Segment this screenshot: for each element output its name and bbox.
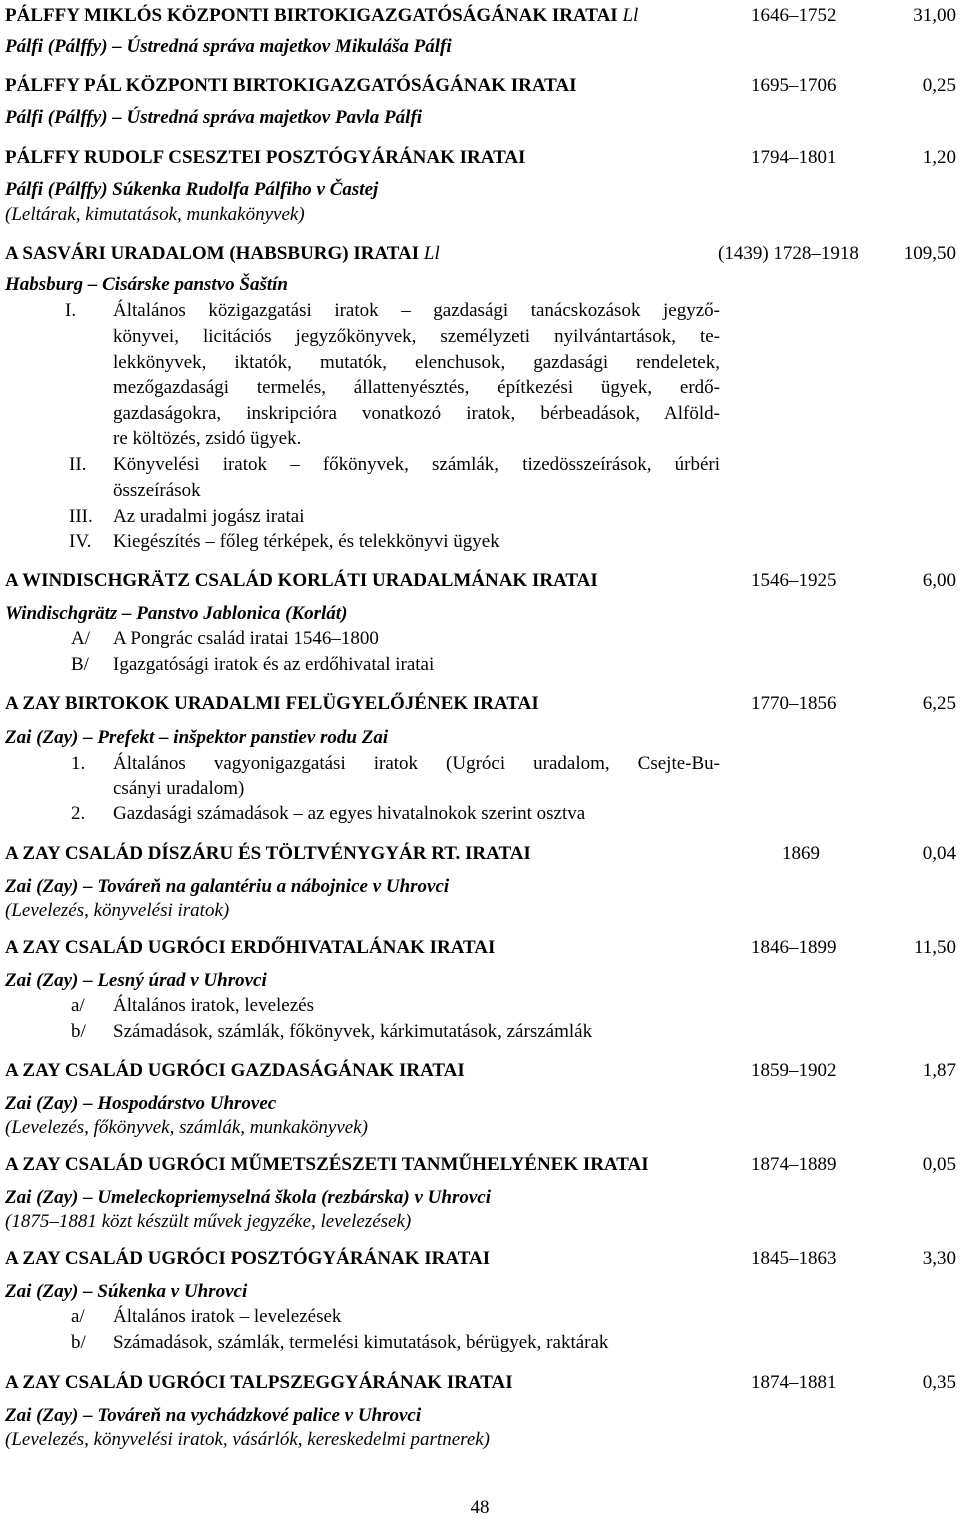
item-text: re költözés, zsidó ügyek. <box>113 428 302 449</box>
list-item <box>5 653 956 677</box>
entry-note: (Levelezés, könyvelési iratok, vásárlók, kereskedelmi partnerek) <box>5 1429 491 1450</box>
list-item <box>5 299 956 323</box>
item-number: b/ <box>71 1021 86 1042</box>
item-text: gazdaságokra, inskripcióra vonatkozó iratok, bérbeadások, Alföld- <box>113 403 720 424</box>
entry-subtitle: Windischgrätz – Panstvo Jablonica (Korlát) <box>5 603 348 624</box>
item-number: a/ <box>71 1306 85 1327</box>
entry-years: 1859–1902 <box>751 1060 837 1081</box>
entry-header <box>5 1371 956 1395</box>
entry-subtitle: Zai (Zay) – Hospodárstvo Uhrovec <box>5 1093 277 1114</box>
item-text-line <box>5 479 956 503</box>
item-number: B/ <box>71 654 89 675</box>
entry-extent: 6,25 <box>922 693 956 714</box>
item-text: Gazdasági számadások – az egyes hivatalnokok szerint osztva <box>113 803 586 824</box>
title-mark: Ll <box>622 5 639 26</box>
entry-years: 1869 <box>782 843 820 864</box>
item-number: 1. <box>71 753 86 774</box>
entry-subtitle: Pálfi (Pálffy) – Ústredná správa majetkov Pavla Pálfi <box>5 107 423 128</box>
item-text-line <box>5 351 956 375</box>
item-text: összeírások <box>113 480 201 501</box>
item-text: Általános közigazgatási iratok – gazdasági tanácskozások jegyző- <box>113 300 720 321</box>
entry-subtitle: Zai (Zay) – Prefekt – inšpektor panstiev rodu Zai <box>5 727 389 748</box>
item-text: Általános vagyonigazgatási iratok (Ugróci uradalom, Csejte-Bu- <box>113 753 720 774</box>
entry-header <box>5 1153 956 1177</box>
entry-years: (1439) 1728–1918 <box>718 243 859 264</box>
entry-title: A ZAY CSALÁD UGRÓCI GAZDASÁGÁNAK IRATAI <box>5 1060 465 1081</box>
entry-header <box>5 936 956 960</box>
list-item <box>5 453 956 477</box>
entry-extent: 31,00 <box>913 5 956 26</box>
entry-header <box>5 569 956 593</box>
entry-title: A ZAY BIRTOKOK URADALMI FELÜGYELŐJÉNEK IRATAI <box>5 693 539 714</box>
list-item <box>5 1020 956 1044</box>
entry-subtitle: Habsburg – Cisárske panstvo Šaštín <box>5 274 288 295</box>
entry-extent: 0,35 <box>922 1372 956 1393</box>
entry-subtitle: Pálfi (Pálffy) Súkenka Rudolfa Pálfiho v Častej <box>5 179 379 200</box>
list-item <box>5 1305 956 1329</box>
entry-note: (Leltárak, kimutatások, munkakönyvek) <box>5 204 305 225</box>
entry-years: 1794–1801 <box>751 147 837 168</box>
entry-header <box>5 242 956 266</box>
item-number: IV. <box>69 531 92 552</box>
entry-extent: 0,04 <box>922 843 956 864</box>
entry-subtitle: Zai (Zay) – Továreň na vychádzkové palice v Uhrovci <box>5 1405 422 1426</box>
entry-subtitle: Zai (Zay) – Umeleckopriemyselná škola (rezbárska) v Uhrovci <box>5 1187 491 1208</box>
entry-title: A ZAY CSALÁD UGRÓCI MŰMETSZÉSZETI TANMŰHELYÉNEK IRATAI <box>5 1154 649 1175</box>
entry-header <box>5 842 956 866</box>
item-number: 2. <box>71 803 86 824</box>
entry-years: 1770–1856 <box>751 693 837 714</box>
entry-years: 1846–1899 <box>751 937 837 958</box>
entry-title: PÁLFFY MIKLÓS KÖZPONTI BIRTOKIGAZGATÓSÁGÁNAK IRATAI Ll <box>5 5 639 26</box>
entry-note: (Levelezés, könyvelési iratok) <box>5 900 230 921</box>
entry-title: A ZAY CSALÁD DÍSZÁRU ÉS TÖLTVÉNYGYÁR RT. IRATAI <box>5 843 531 864</box>
entry-title: A ZAY CSALÁD UGRÓCI POSZTÓGYÁRÁNAK IRATAI <box>5 1248 491 1269</box>
item-text-line <box>5 427 956 451</box>
entry-note: (1875–1881 közt készült művek jegyzéke, levelezések) <box>5 1211 412 1232</box>
entry-years: 1695–1706 <box>751 75 837 96</box>
item-text: könyvei, licitációs jegyzőkönyvek, személyzeti nyilvántartások, te- <box>113 326 720 347</box>
entry-years: 1646–1752 <box>751 5 837 26</box>
list-item <box>5 802 956 826</box>
entry-header <box>5 1059 956 1083</box>
entry-title: PÁLFFY RUDOLF CSESZTEI POSZTÓGYÁRÁNAK IRATAI <box>5 147 526 168</box>
entry-note: (Levelezés, főkönyvek, számlák, munkakönyvek) <box>5 1117 368 1138</box>
entry-subtitle: Zai (Zay) – Súkenka v Uhrovci <box>5 1281 248 1302</box>
entry-years: 1546–1925 <box>751 570 837 591</box>
entry-subtitle: Pálfi (Pálffy) – Ústredná správa majetkov Mikuláša Pálfi <box>5 36 452 57</box>
list-item <box>5 752 956 776</box>
item-text: Általános iratok, levelezés <box>113 995 315 1016</box>
entry-extent: 109,50 <box>903 243 956 264</box>
entry-header <box>5 74 956 98</box>
item-number: II. <box>69 454 87 475</box>
item-text: lekkönyvek, iktatók, mutatók, elenchusok, gazdasági rendeletek, <box>113 352 720 373</box>
item-text: Könyvelési iratok – főkönyvek, számlák, tizedösszeírások, úrbéri <box>113 454 720 475</box>
entry-extent: 3,30 <box>922 1248 956 1269</box>
item-text: Az uradalmi jogász iratai <box>113 506 305 527</box>
entry-header <box>5 1247 956 1271</box>
item-number: A/ <box>71 628 90 649</box>
entry-extent: 0,25 <box>922 75 956 96</box>
entry-header <box>5 692 956 716</box>
item-text-line <box>5 325 956 349</box>
item-text: Igazgatósági iratok és az erdőhivatal iratai <box>113 654 435 675</box>
item-text-line <box>5 402 956 426</box>
list-item <box>5 505 956 529</box>
page-number: 48 <box>470 1497 490 1518</box>
item-number: b/ <box>71 1332 86 1353</box>
list-item <box>5 627 956 651</box>
entry-header <box>5 146 956 170</box>
item-text: Számadások, számlák, termelési kimutatások, bérügyek, raktárak <box>113 1332 609 1353</box>
entry-extent: 0,05 <box>922 1154 956 1175</box>
item-text: mezőgazdasági termelés, állattenyésztés, építkezési ügyek, erdő- <box>113 377 720 398</box>
entry-subtitle: Zai (Zay) – Továreň na galantériu a nábojnice v Uhrovci <box>5 876 450 897</box>
item-text: Számadások, számlák, főkönyvek, kárkimutatások, zárszámlák <box>113 1021 593 1042</box>
entry-years: 1874–1889 <box>751 1154 837 1175</box>
entry-title: A SASVÁRI URADALOM (HABSBURG) IRATAI Ll <box>5 243 440 264</box>
entry-title: PÁLFFY PÁL KÖZPONTI BIRTOKIGAZGATÓSÁGÁNAK IRATAI <box>5 75 577 96</box>
entry-title: A WINDISCHGRÄTZ CSALÁD KORLÁTI URADALMÁNAK IRATAI <box>5 570 598 591</box>
item-text: Általános iratok – levelezések <box>113 1306 342 1327</box>
entry-years: 1845–1863 <box>751 1248 837 1269</box>
item-text-line <box>5 376 956 400</box>
item-number: a/ <box>71 995 85 1016</box>
item-text-line <box>5 777 956 801</box>
item-text: A Pongrác család iratai 1546–1800 <box>113 628 379 649</box>
item-number: I. <box>65 300 77 321</box>
entry-extent: 1,20 <box>922 147 956 168</box>
item-text: Kiegészítés – főleg térképek, és telekkönyvi ügyek <box>113 531 500 552</box>
list-item <box>5 530 956 554</box>
entry-title: A ZAY CSALÁD UGRÓCI TALPSZEGGYÁRÁNAK IRATAI <box>5 1372 513 1393</box>
entry-title: A ZAY CSALÁD UGRÓCI ERDŐHIVATALÁNAK IRATAI <box>5 937 496 958</box>
item-number: III. <box>69 506 93 527</box>
entry-extent: 6,00 <box>922 570 956 591</box>
title-mark: Ll <box>423 243 440 264</box>
entry-years: 1874–1881 <box>751 1372 837 1393</box>
entry-extent: 1,87 <box>922 1060 956 1081</box>
item-text: csányi uradalom) <box>113 778 245 799</box>
entry-extent: 11,50 <box>913 937 956 958</box>
list-item <box>5 994 956 1018</box>
list-item <box>5 1331 956 1355</box>
entry-header <box>5 4 956 28</box>
entry-subtitle: Zai (Zay) – Lesný úrad v Uhrovci <box>5 970 267 991</box>
